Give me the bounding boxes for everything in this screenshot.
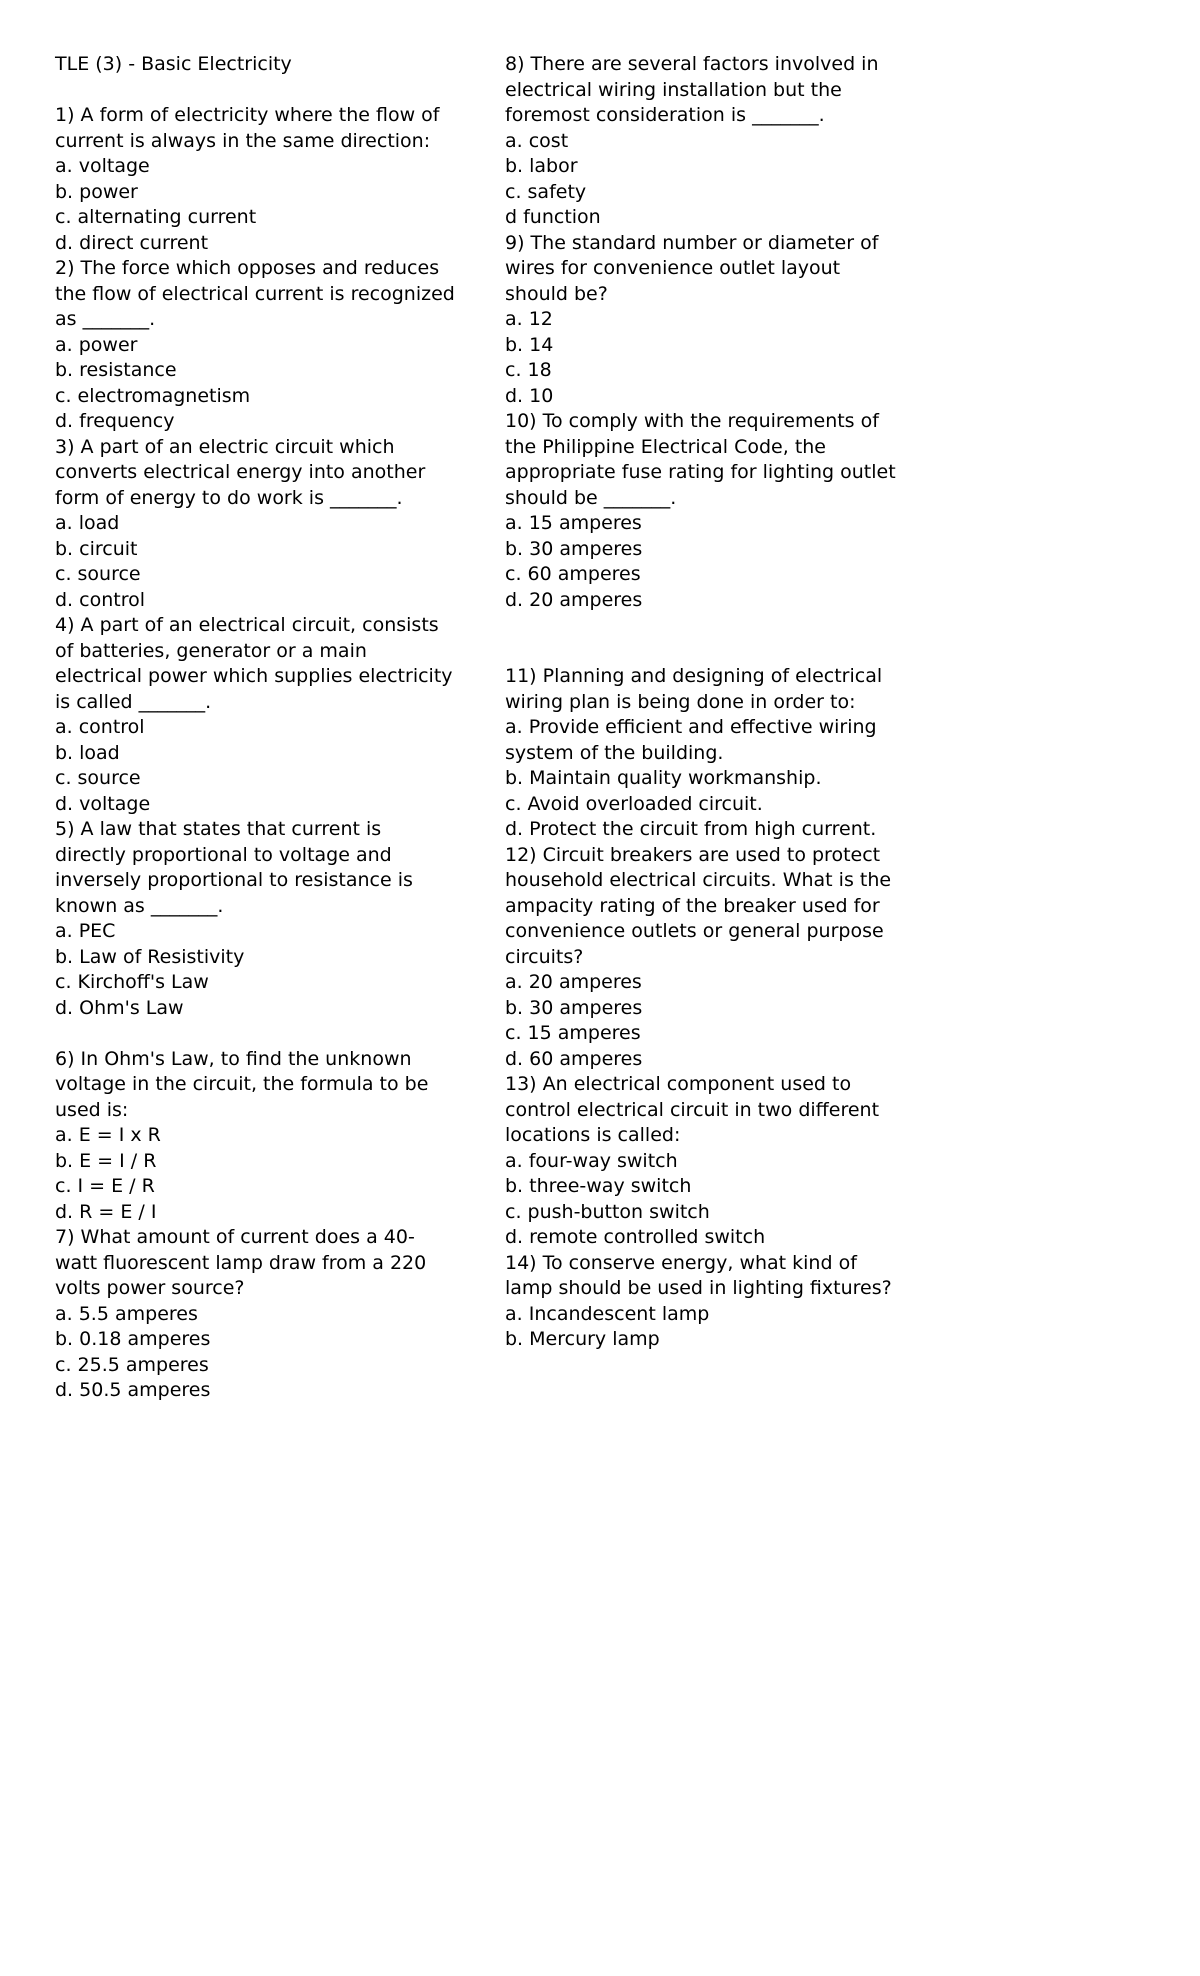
question-option: a. 15 amperes — [505, 512, 642, 534]
question-11 — [505, 664, 905, 843]
question-option: d. voltage — [55, 792, 151, 815]
question-option: b. three-way switch — [505, 1175, 692, 1197]
question-option: c. source — [55, 767, 141, 789]
question-option: c. I = E / R — [55, 1175, 155, 1197]
question-text: 13) An electrical component used to control electrical circuit in two different locations is called: — [505, 1073, 880, 1146]
question-option: b. Law of Resistivity — [55, 945, 245, 968]
question-option: a. 20 amperes — [505, 971, 642, 993]
question-option: b. 30 amperes — [505, 537, 643, 560]
question-option: b. resistance — [55, 359, 177, 381]
question-6 — [55, 1047, 455, 1226]
question-12 — [505, 843, 905, 1073]
question-option: d. R = E / I — [55, 1200, 157, 1223]
question-text: 10) To comply with the requirements of the Philippine Electrical Code, the appropriate fuse rating for lighting outlet should be _______. — [505, 410, 896, 509]
question-option: c. safety — [505, 180, 587, 203]
question-option: c. source — [55, 563, 141, 585]
left-column — [55, 52, 455, 1404]
question-option: c. push-button switch — [505, 1200, 710, 1223]
question-option: c. 25.5 amperes — [55, 1353, 209, 1376]
question-option: d. 20 amperes — [505, 588, 643, 611]
question-option: b. Maintain quality workmanship. — [505, 767, 822, 789]
question-text: 9) The standard number or diameter of wires for convenience outlet layout should be? — [505, 231, 879, 305]
question-13 — [505, 1072, 905, 1251]
question-option: c. 18 — [505, 359, 552, 381]
question-8 — [505, 52, 905, 231]
question-text: 7) What amount of current does a 40-watt fluorescent lamp draw from a 220 volts power source? — [55, 1226, 427, 1299]
question-option: a. voltage — [55, 155, 150, 177]
question-7 — [55, 1225, 455, 1404]
question-option: b. E = I / R — [55, 1149, 157, 1172]
question-option: d. direct current — [55, 231, 209, 254]
question-option: b. power — [55, 180, 138, 203]
question-option: d. 60 amperes — [505, 1047, 643, 1070]
question-1 — [55, 103, 455, 256]
question-option: c. alternating current — [55, 206, 257, 228]
question-option: a. 12 — [505, 308, 553, 330]
question-option: a. power — [55, 333, 138, 356]
question-text: 4) A part of an electrical circuit, consists of batteries, generator or a main electrical power which supplies electricity is called _______. — [55, 614, 453, 713]
question-option: d function — [505, 206, 601, 228]
question-option: d. 50.5 amperes — [55, 1379, 211, 1401]
question-2 — [55, 256, 455, 435]
question-option: a. 5.5 amperes — [55, 1302, 198, 1325]
question-text: 14) To conserve energy, what kind of lamp should be used in lighting fixtures? — [505, 1251, 892, 1299]
question-text: 5) A law that states that current is directly proportional to voltage and inversely proportional to resistance is known as _______. — [55, 818, 413, 917]
question-option: b. labor — [505, 155, 578, 177]
right-column — [505, 52, 905, 1353]
question-option: a. E = I x R — [55, 1124, 161, 1146]
question-option: c. Avoid overloaded circuit. — [505, 792, 763, 815]
question-option: a. cost — [505, 129, 569, 152]
question-option: d. frequency — [55, 410, 175, 432]
question-9 — [505, 231, 905, 410]
question-option: b. 14 — [505, 333, 554, 356]
question-14 — [505, 1251, 905, 1353]
page-title: TLE (3) - Basic Electricity — [55, 53, 292, 75]
question-text: 6) In Ohm's Law, to find the unknown voltage in the circuit, the formula to be used is: — [55, 1047, 429, 1121]
question-5 — [55, 817, 455, 1021]
question-option: d. Protect the circuit from high current. — [505, 818, 877, 840]
question-option: b. circuit — [55, 537, 138, 560]
question-option: b. load — [55, 741, 120, 764]
question-option: b. 30 amperes — [505, 996, 643, 1019]
question-option: d. remote controlled switch — [505, 1226, 766, 1248]
question-text: 12) Circuit breakers are used to protect household electrical circuits. What is the ampacity rating of the breaker used for convenience outlets or general purpose circuits? — [505, 843, 892, 968]
question-option: a. Incandescent lamp — [505, 1302, 710, 1325]
question-text: 8) There are several factors involved in electrical wiring installation but the foremost consideration is _______. — [505, 53, 879, 126]
question-text: 11) Planning and designing of electrical wiring plan is being done in order to: — [505, 665, 883, 713]
question-option: c. 15 amperes — [505, 1022, 641, 1044]
question-option: c. Kirchoff's Law — [55, 971, 209, 993]
question-option: c. electromagnetism — [55, 384, 251, 407]
question-text: 1) A form of electricity where the flow of current is always in the same direction: — [55, 104, 440, 152]
question-option: d. Ohm's Law — [55, 996, 184, 1019]
question-text: 2) The force which opposes and reduces the flow of electrical current is recognized as _______. — [55, 257, 455, 330]
question-option: a. control — [55, 716, 145, 738]
question-option: b. Mercury lamp — [505, 1328, 660, 1350]
question-option: d. control — [55, 588, 145, 611]
question-option: a. four-way switch — [505, 1149, 678, 1172]
question-option: a. Provide efficient and effective wiring system of the building. — [505, 716, 877, 764]
question-10 — [505, 409, 905, 613]
question-3 — [55, 435, 455, 614]
question-option: c. 60 amperes — [505, 563, 641, 585]
question-option: b. 0.18 amperes — [55, 1328, 211, 1350]
question-option: d. 10 — [505, 384, 554, 407]
question-text: 3) A part of an electric circuit which converts electrical energy into another form of energy to do work is _______. — [55, 435, 426, 509]
question-option: a. load — [55, 512, 120, 534]
question-4 — [55, 613, 455, 817]
question-option: a. PEC — [55, 920, 116, 942]
